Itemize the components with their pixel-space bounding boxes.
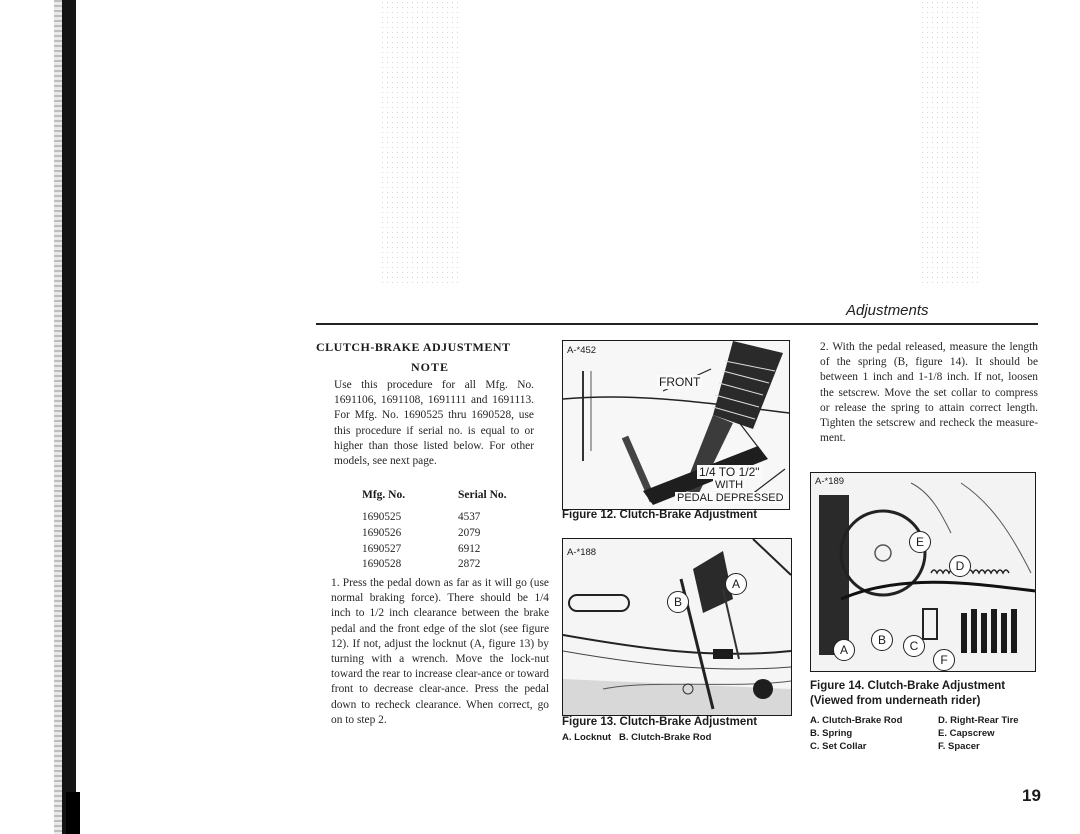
figure-14-legend-item: C. Set Collar [810, 741, 867, 752]
scan-speckle-left [380, 0, 460, 285]
figure-14-legend-item: B. Spring [810, 728, 853, 739]
page-heading: CLUTCH-BRAKE ADJUSTMENT [316, 340, 511, 354]
step-2-text: 2. With the pedal released, measure the length of the spring (B, figure 14). It should be between 1 inch and 1-1/8 inch. If not, loosen the setscrew. Move the set collar to compress or release the spring to attain correct length. Tighten the setscrew and recheck the measure-ment. [820, 341, 1038, 445]
page-number: 19 [1022, 786, 1041, 805]
figure-12-depressed-label: PEDAL DEPRESSED [677, 492, 784, 504]
figure-12-caption: Figure 12. Clutch-Brake Adjustment [562, 509, 758, 521]
figure-12-illustration [563, 341, 789, 509]
table-cell: 2872 [458, 558, 481, 570]
table-header-serial: Serial No. [458, 489, 507, 501]
table-cell: 1690528 [362, 558, 402, 570]
figure-14-legend-item: E. Capscrew [938, 728, 995, 739]
figure-14-legend-item: A. Clutch-Brake Rod [810, 715, 903, 726]
figure-14-legend-item: D. Right-Rear Tire [938, 715, 1019, 726]
figure-12 [562, 340, 790, 510]
figure-13-caption: Figure 13. Clutch-Brake Adjustment [562, 716, 758, 728]
callout-d-icon: D [949, 555, 971, 577]
figure-13-legend: A. Locknut B. Clutch-Brake Rod [562, 732, 712, 743]
figure-12-with-label: WITH [715, 479, 744, 491]
figure-12-front-label: FRONT [659, 375, 701, 389]
table-cell: 1690527 [362, 543, 402, 555]
table-cell: 4537 [458, 511, 481, 523]
section-title: Adjustments [846, 302, 929, 319]
callout-a-icon: A [833, 639, 855, 661]
callout-a-icon: A [725, 573, 747, 595]
binding-edge-shadow [54, 0, 62, 834]
figure-14-legend-item: F. Spacer [938, 741, 980, 752]
figure-12-gap-label: 1/4 TO 1/2" [699, 465, 760, 479]
callout-c-icon: C [903, 635, 925, 657]
figure-13-illustration [563, 539, 791, 715]
figure-13-id: A-*188 [567, 547, 597, 558]
figure-14-id: A-*189 [815, 476, 845, 487]
note-label: NOTE [411, 360, 450, 374]
note-text: Use this procedure for all Mfg. No. 1691106, 1691108, 1691111 and 1691113. For Mfg. No. 1690525 thru 1690528, use this procedure if serial no. is equal to or higher than those listed below. For other models, see next page. [334, 379, 534, 468]
callout-b-icon: B [871, 629, 893, 651]
binding-edge-dark [66, 792, 80, 834]
figure-14-caption-sub: (Viewed from underneath rider) [810, 695, 981, 707]
callout-e-icon: E [909, 531, 931, 553]
table-cell: 2079 [458, 527, 481, 539]
scan-speckle-right [920, 0, 980, 285]
callout-f-icon: F [933, 649, 955, 671]
section-rule [316, 323, 1038, 325]
callout-b-icon: B [667, 591, 689, 613]
figure-13 [562, 538, 792, 716]
table-header-mfg: Mfg. No. [362, 489, 406, 501]
figure-14-caption: Figure 14. Clutch-Brake Adjustment [810, 680, 1006, 692]
figure-12-id: A-*452 [567, 345, 597, 356]
table-cell: 1690526 [362, 527, 402, 539]
step-1-text: 1. Press the pedal down as far as it will go (use normal braking force). There should be 1/4 inch to 1/2 inch clearance between the brake pedal and the front edge of the slot (see figure 12). If not, adjust the locknut (A, figure 13) by turning with a wrench. Move the lock-nut toward the rear to increase clear-ance or toward front to decrease clear-ance. Press the pedal down to recheck clearance. When correct, go on to step 2. [331, 577, 549, 726]
table-cell: 1690525 [362, 511, 402, 523]
table-cell: 6912 [458, 543, 481, 555]
binding-edge [62, 0, 76, 834]
figure-14 [810, 472, 1036, 672]
